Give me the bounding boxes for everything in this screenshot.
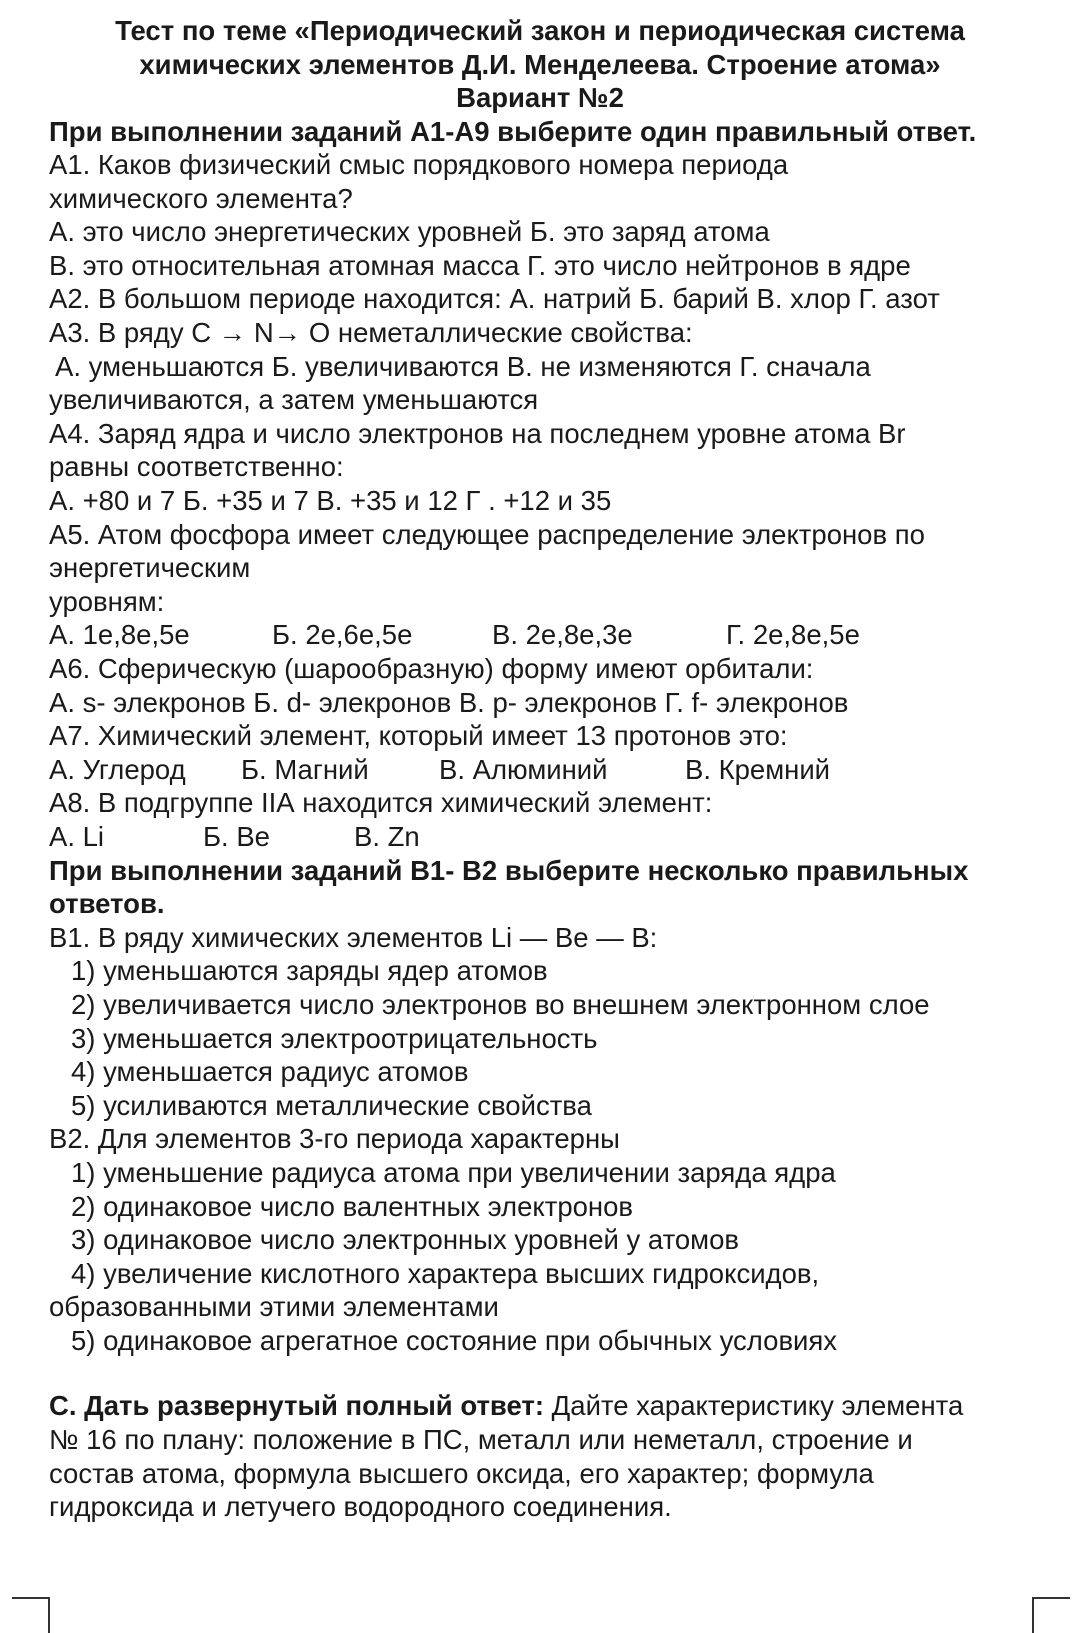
option-a7-a: А. Углерод <box>49 753 186 785</box>
question-a1-line-1: А1. Каков физический смыс порядкового номера периода <box>49 149 789 181</box>
question-a4-options: А. +80 и 7 Б. +35 и 7 В. +35 и 12 Г . +12 и 35 <box>49 485 612 517</box>
question-a5-line-2: энергетическим <box>49 552 251 584</box>
option-a7-b: Б. Магний <box>241 753 369 785</box>
section-c-line-4: гидроксида и летучего водородного соединения. <box>49 1491 672 1523</box>
section-b-instruction-2: ответов. <box>49 888 165 920</box>
question-a2: А2. В большом периоде находится: А. натрий Б. барий В. хлор Г. азот <box>49 283 940 315</box>
section-c-label: С. Дать развернутый полный ответ: <box>49 1390 545 1422</box>
title-line-2: химических элементов Д.И. Менделеева. Строение атома» <box>139 48 941 80</box>
list-item: 5) усиливаются металлические свойства <box>71 1089 592 1121</box>
question-a6-options: А. s- элекронов Б. d- элекронов В. р- элекронов Г. f- элекронов <box>49 686 849 718</box>
page-corner-mark-left <box>12 1597 50 1633</box>
list-item: 3) уменьшается электроотрицательность <box>71 1022 598 1054</box>
question-b1: В1. В ряду химических элементов Li — Be — B: <box>49 921 658 953</box>
question-a3-options-2: увеличиваются, а затем уменьшаются <box>49 384 539 416</box>
page-corner-mark-right <box>1032 1597 1070 1633</box>
section-c-line-2: № 16 по плану: положение в ПС, металл или неметалл, строение и <box>49 1424 913 1456</box>
option-a7-c: В. Алюминий <box>439 753 608 785</box>
question-a1-line-2: химического элемента? <box>49 182 353 214</box>
list-item: 4) увеличение кислотного характера высших гидроксидов, <box>71 1257 820 1289</box>
title-line-1: Тест по теме «Периодический закон и периодическая система <box>115 15 965 46</box>
list-item: 1) уменьшение радиуса атома при увеличении заряда ядра <box>71 1156 836 1188</box>
option-a7-d: В. Кремний <box>685 753 831 785</box>
option-a5-c: В. 2е,8е,3е <box>492 619 633 651</box>
option-a5-b: Б. 2е,6е,5е <box>272 619 413 651</box>
question-a5-line-3: уровням: <box>49 585 165 617</box>
question-a3-options-1: А. уменьшаются Б. увеличиваются В. не изменяются Г. сначала <box>55 350 871 382</box>
section-c-line-1 <box>49 1389 1080 1423</box>
list-item: 5) одинаковое агрегатное состояние при обычных условиях <box>71 1324 838 1356</box>
option-a5-d: Г. 2е,8е,5е <box>726 619 860 651</box>
question-a4-line-1: А4. Заряд ядра и число электронов на последнем уровне атома Br <box>49 417 906 449</box>
variant-label: Вариант №2 <box>456 82 624 113</box>
option-a8-b: Б. Be <box>203 820 270 852</box>
question-a6: А6. Сферическую (шарообразную) форму имеют орбитали: <box>49 653 814 684</box>
section-a-instruction: При выполнении заданий А1-А9 выберите один правильный ответ. <box>49 115 977 147</box>
section-c-line-1-text: Дайте характеристику элемента <box>544 1390 964 1422</box>
section-gap <box>49 1357 1080 1389</box>
document-title <box>0 0 1080 115</box>
option-a8-a: А. Li <box>49 820 105 852</box>
question-a7: А7. Химический элемент, который имеет 13 протонов это: <box>49 720 788 752</box>
question-a1-options-2: В. это относительная атомная масса Г. это число нейтронов в ядре <box>49 249 911 281</box>
question-a8: А8. В подгруппе IIА находится химический элемент: <box>49 787 713 819</box>
question-a4-line-2: равны соответственно: <box>49 451 344 483</box>
section-c-line-3: состав атома, формула высшего оксида, его характер; формула <box>49 1457 874 1489</box>
option-a8-c: В. Zn <box>354 820 420 852</box>
question-b2: В2. Для элементов 3-го периода характерны <box>49 1123 620 1155</box>
option-a5-a: А. 1е,8е,5е <box>49 619 190 651</box>
question-a5-options <box>49 618 1080 652</box>
question-a1-options-1: А. это число энергетических уровней Б. это заряд атома <box>49 216 770 248</box>
list-item: 3) одинаковое число электронных уровней у атомов <box>71 1224 739 1256</box>
section-b-instruction-1: При выполнении заданий В1- В2 выберите несколько правильных <box>49 854 969 886</box>
list-item: 1) уменьшаются заряды ядер атомов <box>71 955 548 987</box>
list-item: 2) одинаковое число валентных электронов <box>71 1190 634 1222</box>
question-a7-options <box>49 753 1080 787</box>
question-a5-line-1: А5. Атом фосфора имеет следующее распределение электронов по <box>49 518 925 550</box>
list-item: 4) уменьшается радиус атомов <box>71 1056 469 1088</box>
question-a8-options <box>49 820 1080 854</box>
document-body <box>0 115 1080 1524</box>
question-a3: А3. В ряду С → N→ О неметаллические свойства: <box>49 317 693 349</box>
list-item: 2) увеличивается число электронов во внешнем электронном слое <box>71 988 930 1020</box>
list-item-continuation: образованными этими элементами <box>49 1291 499 1323</box>
